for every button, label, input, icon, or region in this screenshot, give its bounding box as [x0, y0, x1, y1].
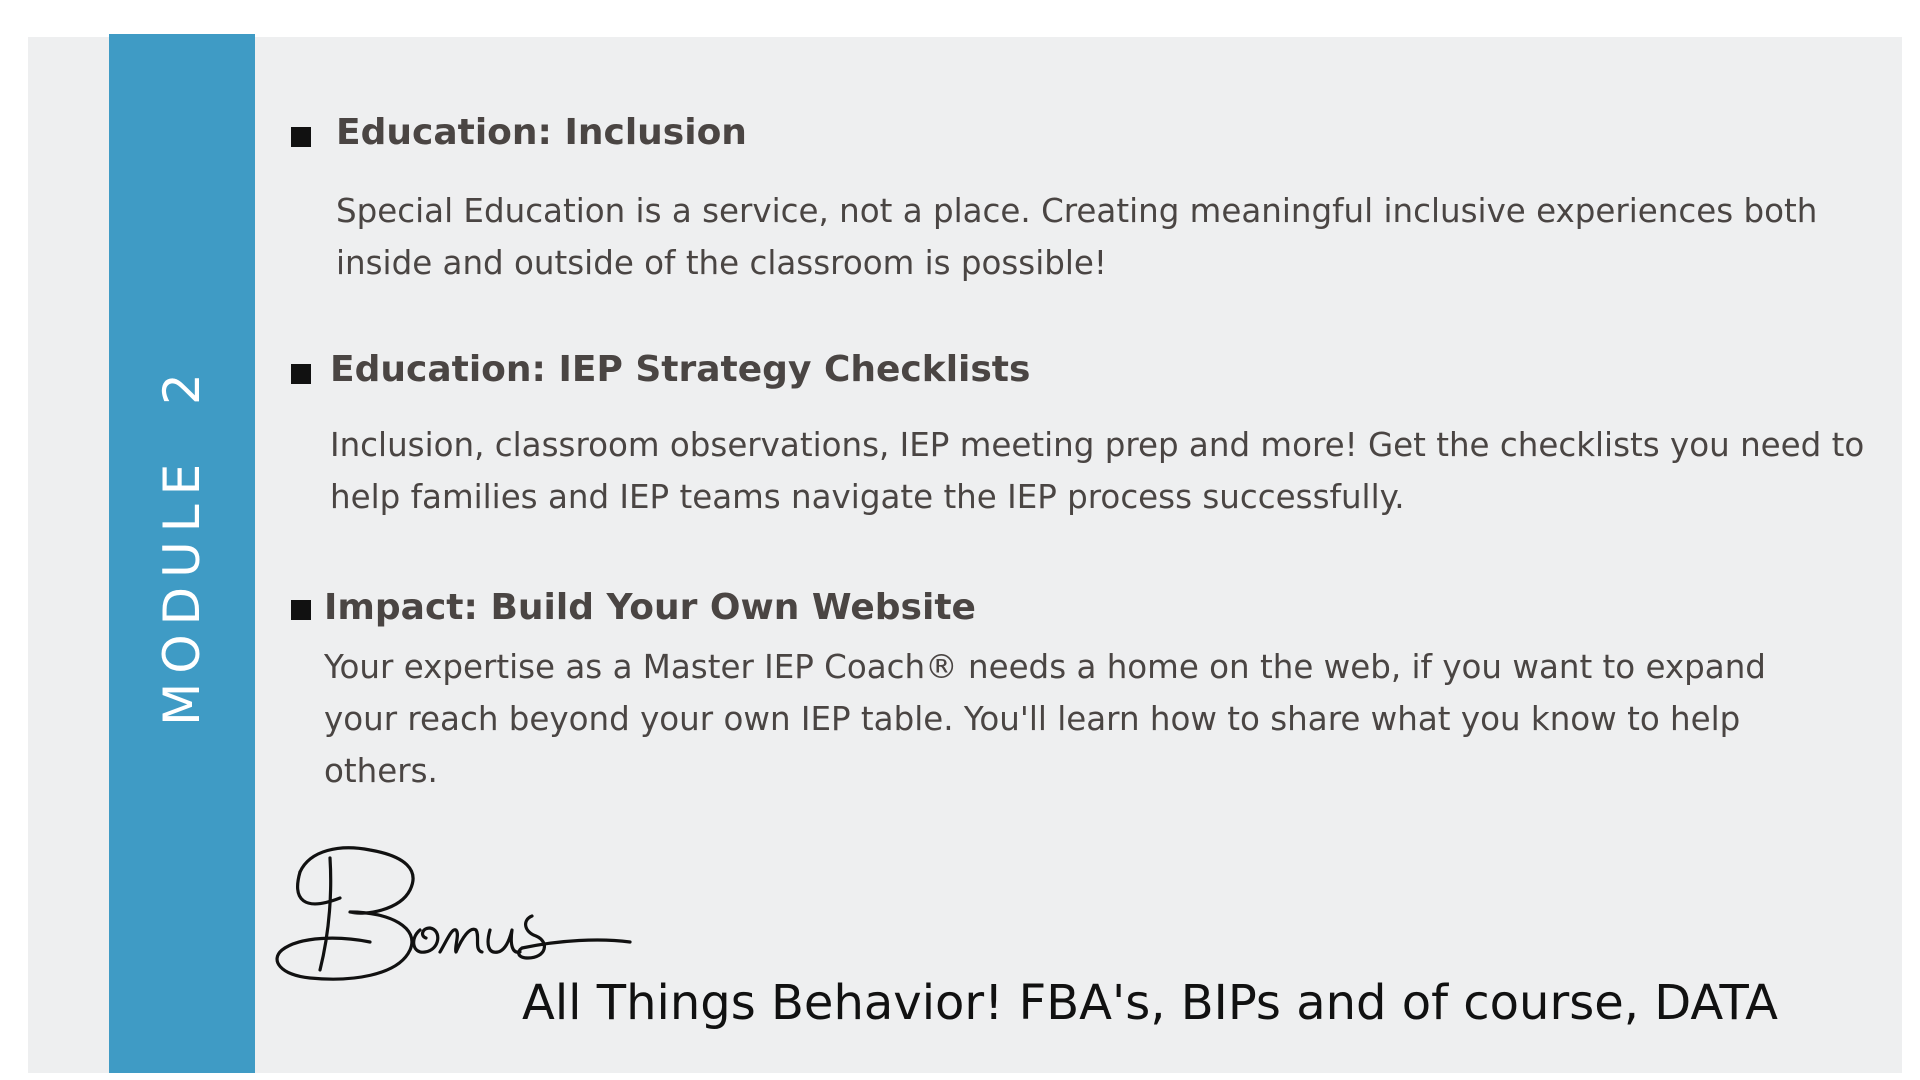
bullet-square-icon — [291, 364, 311, 384]
section-body-iep-checklists: Inclusion, classroom observations, IEP meeting prep and more! Get the checklists you need to help families and IEP teams navigate the IEP process successfully. — [330, 426, 1865, 516]
section-body-website: Your expertise as a Master IEP Coach® needs a home on the web, if you want to expand your reach beyond your own IEP table. You'll learn how to share what you know to help others. — [324, 648, 1766, 790]
section-heading-website: Impact: Build Your Own Website — [324, 587, 976, 628]
section-heading-iep-checklists: Education: IEP Strategy Checklists — [330, 349, 1031, 390]
bonus-text: All Things Behavior! FBA's, BIPs and of course, DATA — [522, 975, 1778, 1031]
section-heading-inclusion: Education: Inclusion — [336, 112, 747, 153]
bonus-script-signature — [270, 820, 650, 1000]
bullet-square-icon — [291, 127, 311, 147]
section-body-inclusion: Special Education is a service, not a place. Creating meaningful inclusive experiences both inside and outside of the classroom is possible! — [336, 192, 1818, 282]
module-label: MODULE 2 — [153, 364, 211, 726]
bullet-square-icon — [291, 600, 311, 620]
